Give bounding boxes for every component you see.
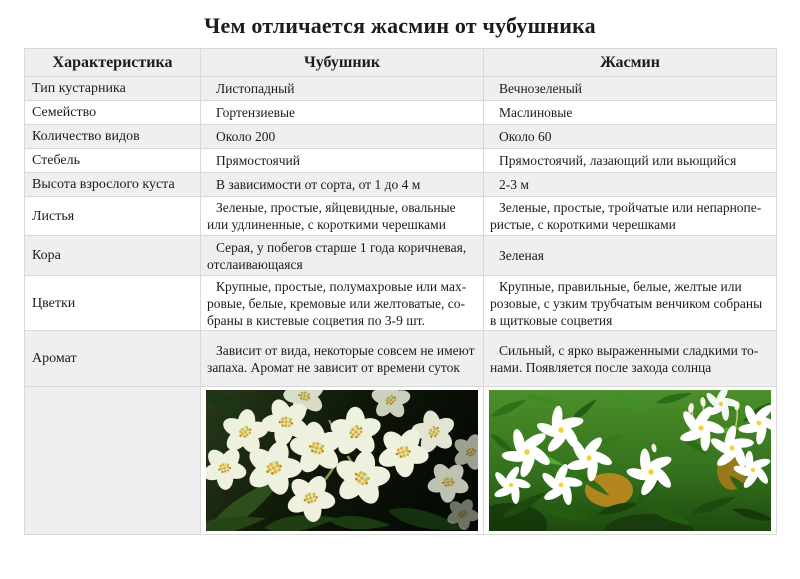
table-row bbox=[25, 331, 777, 387]
row-label: Цветки bbox=[25, 276, 201, 331]
table-row bbox=[25, 125, 777, 149]
photo-row bbox=[25, 387, 777, 535]
chubushnik-value: В зависимости от сорта, от 1 до 4 м bbox=[201, 173, 484, 197]
header-characteristic: Характеристика bbox=[25, 49, 201, 77]
chubushnik-value: Гортензиевые bbox=[201, 101, 484, 125]
table-header-row bbox=[25, 49, 777, 77]
row-label: Стебель bbox=[25, 149, 201, 173]
row-label: Количество видов bbox=[25, 125, 201, 149]
comparison-table bbox=[24, 48, 777, 535]
mock-orange-photo-cell bbox=[201, 387, 484, 535]
header-chubushnik: Чубушник bbox=[201, 49, 484, 77]
empty-cell bbox=[25, 387, 201, 535]
jasmine-value: Крупные, правильные, белые, желтые или розовые, с узким трубчатым венчиком собраны в щитковые соцветия bbox=[484, 276, 777, 331]
jasmine-value: Прямостоячий, лазающий или вьющийся bbox=[484, 149, 777, 173]
table-row bbox=[25, 236, 777, 276]
jasmine-value: Маслиновые bbox=[484, 101, 777, 125]
chubushnik-value: Зависит от вида, некоторые совсем не имеют запаха. Аромат не зависит от времени суток bbox=[201, 331, 484, 387]
table-row bbox=[25, 173, 777, 197]
chubushnik-value: Крупные, простые, полумахровые или махровые, белые, кремовые или желтоватые, собраны в кистевые соцветия по 3-9 шт. bbox=[201, 276, 484, 331]
chubushnik-value: Прямостоячий bbox=[201, 149, 484, 173]
jasmine-value: Зеленые, простые, тройчатые или непарноперистые, с короткими черешками bbox=[484, 197, 777, 236]
table-row bbox=[25, 149, 777, 173]
page bbox=[0, 13, 800, 579]
row-label: Высота взрослого куста bbox=[25, 173, 201, 197]
chubushnik-value: Серая, у побегов старше 1 года коричневая, отслаивающаяся bbox=[201, 236, 484, 276]
page-title: Чем отличается жасмин от чубушника bbox=[204, 13, 596, 38]
jasmine-photo-cell bbox=[484, 387, 777, 535]
table-row bbox=[25, 276, 777, 331]
chubushnik-value: Зеленые, простые, яйцевидные, овальные или удлиненные, с короткими черешками bbox=[201, 197, 484, 236]
header-jasmine: Жасмин bbox=[484, 49, 777, 77]
row-label: Тип кустарника bbox=[25, 77, 201, 101]
jasmine-value: Зеленая bbox=[484, 236, 777, 276]
jasmine-value: Около 60 bbox=[484, 125, 777, 149]
table-row bbox=[25, 101, 777, 125]
jasmine-flowers-photo bbox=[484, 387, 776, 534]
row-label: Аромат bbox=[25, 331, 201, 387]
table-row bbox=[25, 77, 777, 101]
jasmine-value: Сильный, с ярко выраженными сладкими тонами. Появляется после захода солнца bbox=[484, 331, 777, 387]
mock-orange-flowers-photo bbox=[201, 387, 483, 534]
jasmine-value: 2-3 м bbox=[484, 173, 777, 197]
table-row bbox=[25, 197, 777, 236]
row-label: Семейство bbox=[25, 101, 201, 125]
jasmine-value: Вечнозеленый bbox=[484, 77, 777, 101]
row-label: Листья bbox=[25, 197, 201, 236]
chubushnik-value: Около 200 bbox=[201, 125, 484, 149]
chubushnik-value: Листопадный bbox=[201, 77, 484, 101]
row-label: Кора bbox=[25, 236, 201, 276]
